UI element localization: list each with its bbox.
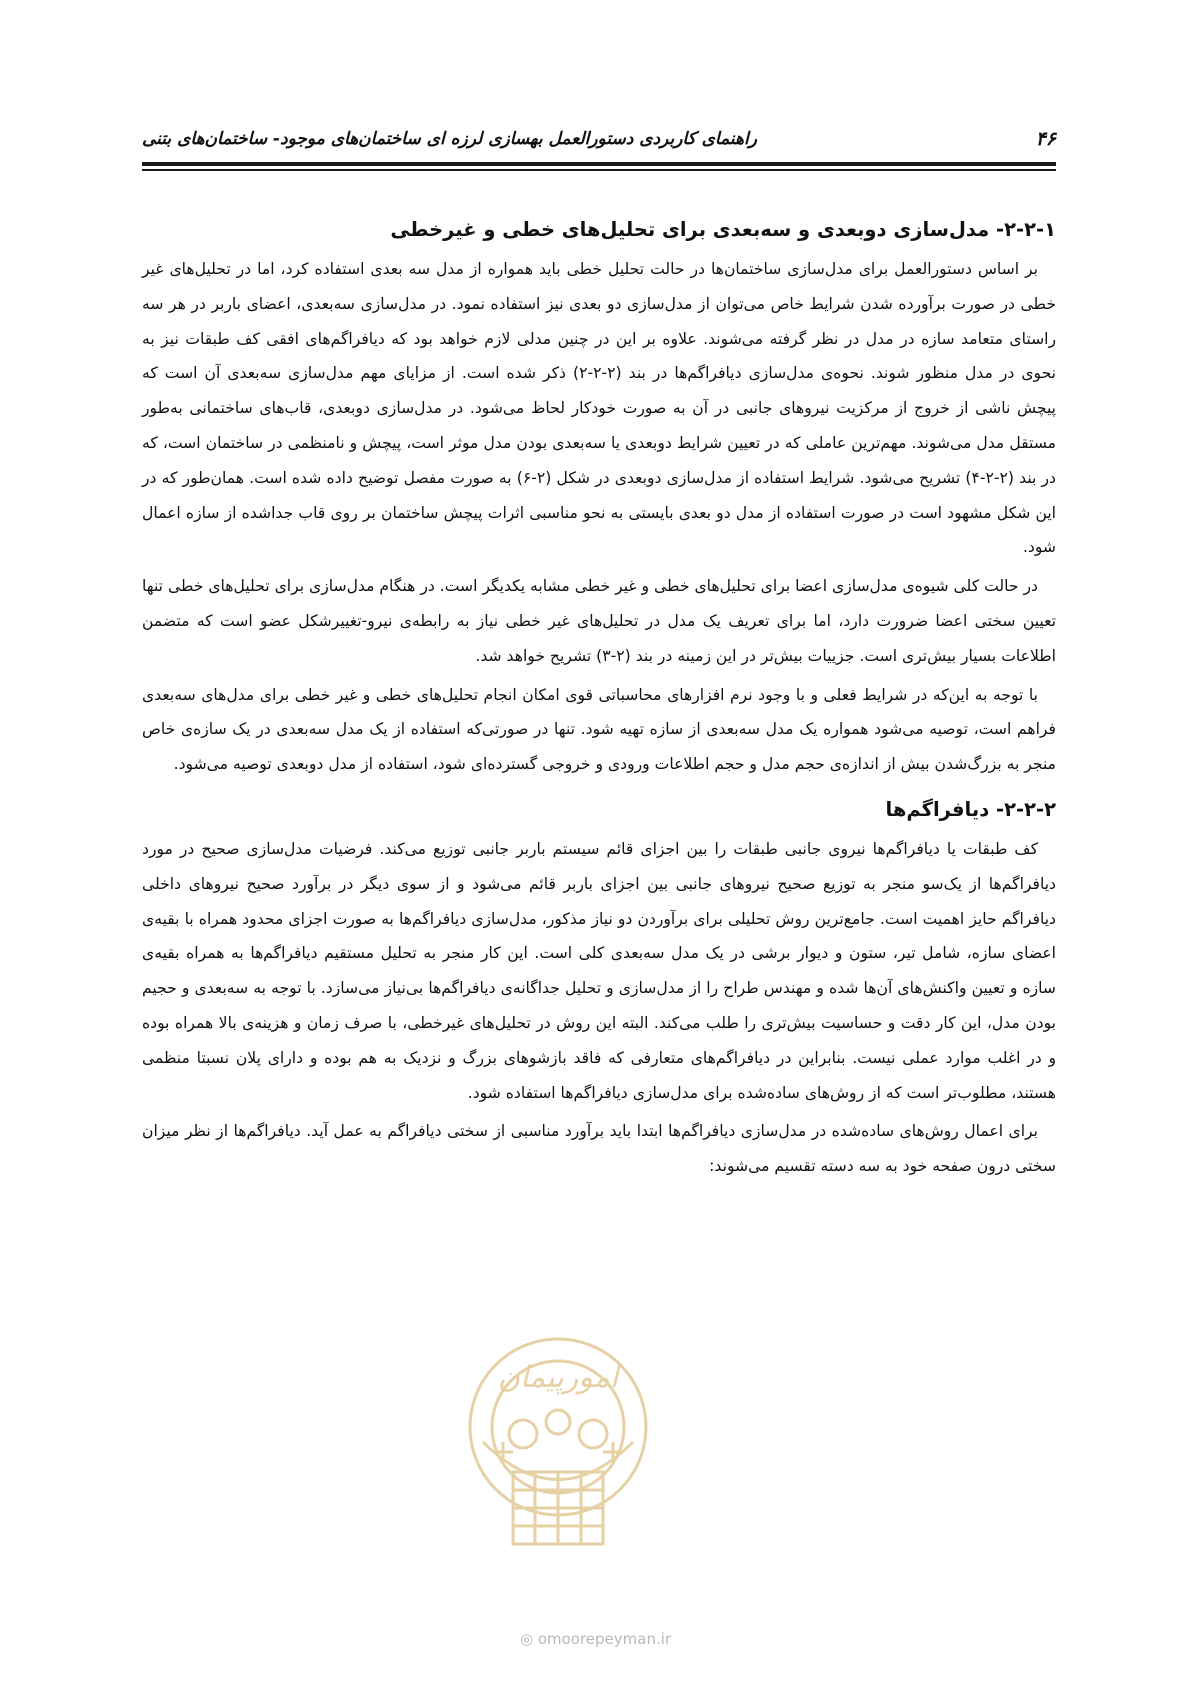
section-heading-diaphragms: ۲-۲-۲- دیافراگم‌ها: [885, 797, 1056, 821]
watermark-logo-text: امورپیمان: [497, 1360, 619, 1395]
paragraph: در حالت کلی شیوه‌ی مدل‌سازی اعضا برای تحلیل‌های خطی و غیر خطی مشابه یکدیگر است. در هنگام مدل‌سازی برای تحلیل‌های خطی تنها تعیین سختی اعضا ضرورت دارد، اما برای تعریف یک مدل در تحلیل‌های غیر خطی نیاز به رابطه‌ی نیرو-تغییرشکل عضو است که متضمن اطلاعات بسیار بیش‌تری است. جزییات بیش‌تر در این زمینه در بند (۲-۳) تشریح خواهد شد.: [142, 577, 1056, 665]
running-title: راهنمای کاربردی دستورالعمل بهسازی لرزه ای ساختمان‌های موجود- ساختمان‌های بتنی: [142, 129, 757, 149]
paragraph: کف طبقات یا دیافراگم‌ها نیروی جانبی طبقات را بین اجزای قائم سیستم باربر جانبی توزیع می‌کند. فرضیات مدل‌سازی صحیح در مورد دیافراگم‌ها از یک‌سو منجر به توزیع صحیح نیروهای جانبی بین اجزای باربر قائم می‌شود و از سوی دیگر در برآورد صحیح نیروهای داخلی دیافراگم حایز اهمیت است. جامع‌ترین روش تحلیلی برای برآوردن دو نیاز مذکور، مدل‌سازی دیافراگم‌ها به صورت اجزای محدود همراه با بقیه‌ی اعضای سازه، شامل تیر، ستون و دیوار برشی در یک مدل سه‌بعدی کلی است. این کار منجر به تحلیل مستقیم دیافراگم‌ها به همراه بقیه‌ی سازه و تعیین واکنش‌های آن‌ها شده و مهندس طراح را از مدل‌سازی و تحلیل جداگانه‌ی دیافراگم‌ها بی‌نیاز می‌سازد. با توجه به سه‌بعدی و حجیم بودن مدل، این کار دقت و حساسیت بیش‌تری را طلب می‌کند. البته این روش در تحلیل‌های غیرخطی، با صرف زمان و هزینه‌ی بالا همراه بوده و در اغلب موارد عملی نیست. بنابراین در دیافراگم‌های متعارفی که فاقد بازشوهای بزرگ و نزدیک به هم بوده و دارای پلان نسبتا منظمی هستند، مطلوب‌تر است که از روش‌های ساده‌شده برای مدل‌سازی دیافراگم‌ها استفاده شود.: [142, 839, 1056, 1102]
watermark-url-text: omoorepeyman.ir: [537, 1630, 672, 1648]
watermark-url: [0, 1630, 1191, 1648]
header-rule-thin: [142, 169, 1056, 171]
paragraph: برای اعمال روش‌های ساده‌شده در مدل‌سازی دیافراگم‌ها ابتدا باید برآورد مناسبی از سختی دیافراگم به عمل آید. دیافراگم‌ها از نظر میزان سختی درون صفحه خود به سه دسته تقسیم می‌شوند:: [142, 1122, 1056, 1176]
watermark-icon: ◎: [519, 1630, 534, 1648]
section-heading-modeling: ۲-۲-۱- مدل‌سازی دوبعدی و سه‌بعدی برای تحلیل‌های خطی و غیرخطی: [390, 218, 1056, 241]
paragraph: بر اساس دستورالعمل برای مدل‌سازی ساختمان‌ها در حالت تحلیل خطی باید همواره از مدل سه بعدی استفاده کرد، اما در تحلیل‌های غیر خطی در صورت برآورده شدن شرایط خاص می‌توان از مدل‌سازی دو بعدی نیز استفاده نمود. در مدل‌سازی سه‌بعدی، اعضای باربر در هر سه راستای متعامد سازه در مدل در نظر گرفته می‌شوند. علاوه بر این در چنین مدلی لازم خواهد بود که دیافراگم‌های افقی کف طبقات نیز به نحوی در مدل منظور شوند. نحوه‌ی مدل‌سازی دیافراگم‌ها در بند (۲-۲-۲) ذکر شده است. از مزایای مهم مدل‌سازی سه‌بعدی آن است که پیچش ناشی از خروج از مرکزیت نیروهای جانبی در آن به صورت خودکار لحاظ می‌شود. در مدل‌سازی دوبعدی، قاب‌های ساختمانی به‌طور مستقل مدل می‌شوند. مهم‌ترین عاملی که در تعیین شرایط دوبعدی یا سه‌بعدی بودن مدل موثر است، پیچش و نامنظمی در ساختمان است، که در بند (۲-۲-۴) تشریح می‌شود. شرایط استفاده از مدل‌سازی دوبعدی در شکل (۲-۶) به صورت مفصل توضیح داده شده است. همان‌طور که در این شکل مشهود است در صورت استفاده از مدل دو بعدی بایستی به نحو مناسبی اثرات پیچش ساختمان بر روی قاب جداشده از سازه اعمال شود.: [142, 260, 1056, 557]
body-content: [142, 214, 1056, 1188]
page-header: [142, 128, 1056, 150]
header-rule-thick: [142, 162, 1056, 166]
paragraph: با توجه به این‌که در شرایط فعلی و با وجود نرم افزارهای محاسباتی قوی امکان انجام تحلیل‌های خطی و غیر خطی برای مدل‌های سه‌بعدی فراهم است، توصیه می‌شود همواره یک مدل سه‌بعدی از سازه تهیه شود. تنها در صورتی‌که استفاده از یک مدل سه‌بعدی در یک سازه‌ی خاص منجر به بزرگ‌شدن بیش از اندازه‌ی حجم مدل و حجم اطلاعات ورودی و خروجی گسترده‌ای شود، استفاده از مدل دوبعدی توصیه می‌شود.: [142, 685, 1056, 774]
watermark-logo: [463, 1322, 653, 1572]
page-number: ۴۶: [1035, 128, 1056, 150]
